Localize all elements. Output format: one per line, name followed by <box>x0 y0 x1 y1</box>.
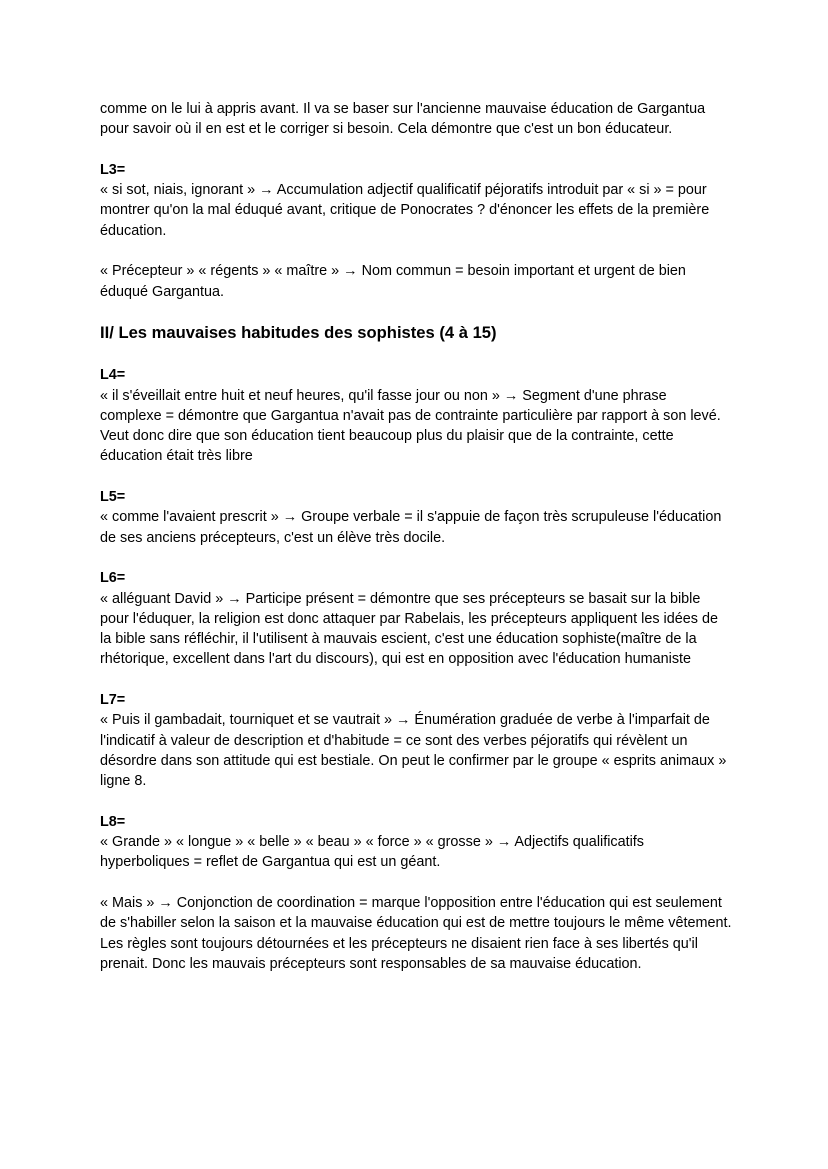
l6-label: L6= <box>100 570 126 587</box>
l8-paragraph-1: « Grande » « longue » « belle » « beau » « force » « grosse » → Adjectifs qualificatifs hyperboliques = reflet de Gargantua qui est un géant. <box>100 834 644 871</box>
l8-label: L8= <box>100 813 126 830</box>
l3-label: L3= <box>100 161 126 178</box>
intro-paragraph: comme on le lui à appris avant. Il va se baser sur l'ancienne mauvaise éducation de Gargantua pour savoir où il en est et le corriger si besoin. Cela démontre que c'est un bon éducateur. <box>100 101 706 138</box>
l4-label: L4= <box>100 367 126 384</box>
l5-paragraph: « comme l'avaient prescrit » → Groupe verbale = il s'appuie de façon très scrupuleuse l'éducation de ses anciens précepteurs, c'est un élève très docile. <box>100 509 722 546</box>
section-heading: II/ Les mauvaises habitudes des sophistes (4 à 15) <box>100 323 497 343</box>
l7-paragraph: « Puis il gambadait, tourniquet et se vautrait » → Énumération graduée de verbe à l'imparfait de l'indicatif à valeur de description et d'habitude = ce sont des verbes péjoratifs qui révèlent un désordre dans son attitude qui est bestiale. On peut le confirmer par le groupe « esprits animaux » ligne 8. <box>100 712 727 790</box>
l6-paragraph: « alléguant David » → Participe présent = démontre que ses précepteurs se basait sur la bible pour l'éduquer, la religion est donc attaquer par Rabelais, les précepteurs appliquent les idées de la bible sans réfléchir, il l'utilisent à mauvais escient, c'est une éducation sophiste(maître de la rhétorique, excellent dans l'art du discours), qui est en opposition avec l'éducation humaniste <box>100 590 718 668</box>
l3-paragraph-2: « Précepteur » « régents » « maître » → Nom commun = besoin important et urgent de bien éduqué Gargantua. <box>100 263 686 300</box>
l4-paragraph: « il s'éveillait entre huit et neuf heures, qu'il fasse jour ou non » → Segment d'une phrase complexe = démontre que Gargantua n'avait pas de contrainte particulière par rapport à son levé. Veut donc dire que son éducation tient beaucoup plus du plaisir que de la contrainte, cette éducation était très libre <box>100 387 721 465</box>
l8-paragraph-2: « Mais » → Conjonction de coordination = marque l'opposition entre l'éducation qui est seulement de s'habiller selon la saison et la mauvaise éducation qui est de mettre toujours le même vêtement. Les règles sont toujours détournées et les précepteurs ne disaient rien face à ses libertés qu'il prenait. Donc les mauvais précepteurs sont responsables de sa mauvaise éducation. <box>100 894 732 972</box>
l3-paragraph-1: « si sot, niais, ignorant » → Accumulation adjectif qualificatif péjoratifs introduit par « si » = pour montrer qu'on la mal éduqué avant, critique de Ponocrates ? d'énoncer les effets de la première éducation. <box>100 182 710 239</box>
l7-label: L7= <box>100 692 126 709</box>
l5-label: L5= <box>100 489 126 506</box>
